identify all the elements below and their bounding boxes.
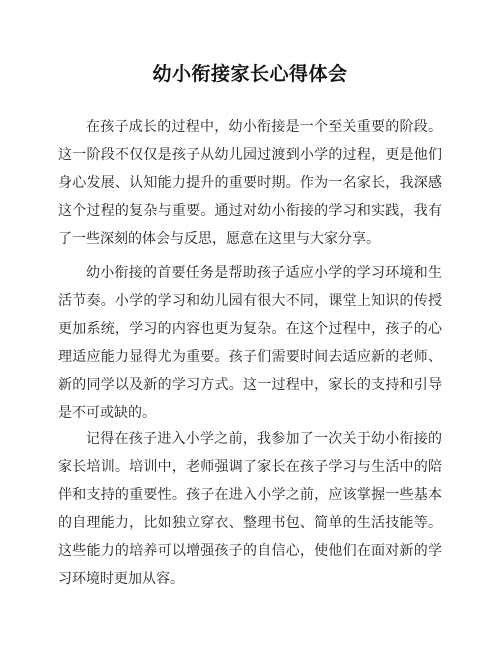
paragraph-1: 在孩子成长的过程中，幼小衔接是一个至关重要的阶段。这一阶段不仅仅是孩子从幼儿园过渡到小学的过程，更是他们身心发展、认知能力提升的重要时期。作为一名家长，我深感这个过程的复杂与重要。通过对幼小衔接的学习和实践，我有了一些深刻的体会与反思，愿意在这里与大家分享。 [58, 119, 442, 247]
paragraph-3: 记得在孩子进入小学之前，我参加了一次关于幼小衔接的家长培训。培训中，老师强调了家长在孩子学习与生活中的陪伴和支持的重要性。孩子在进入小学之前，应该掌握一些基本的自理能力，比如独立穿衣、整理书包、简单的生活技能等。这些能力的培养可以增强孩子的自信心，使他们在面对新的学习环境时更加从容。 [58, 431, 442, 587]
page-title: 幼小衔接家长心得体会 [152, 63, 348, 85]
paragraph-2: 幼小衔接的首要任务是帮助孩子适应小学的学习环境和生活节奏。小学的学习和幼儿园有很大不同，课堂上知识的传授更加系统，学习的内容也更为复杂。在这个过程中，孩子的心理适应能力显得尤为重要。孩子们需要时间去适应新的老师、新的同学以及新的学习方式。这一过程中，家长的支持和引导是不可或缺的。 [58, 265, 442, 421]
